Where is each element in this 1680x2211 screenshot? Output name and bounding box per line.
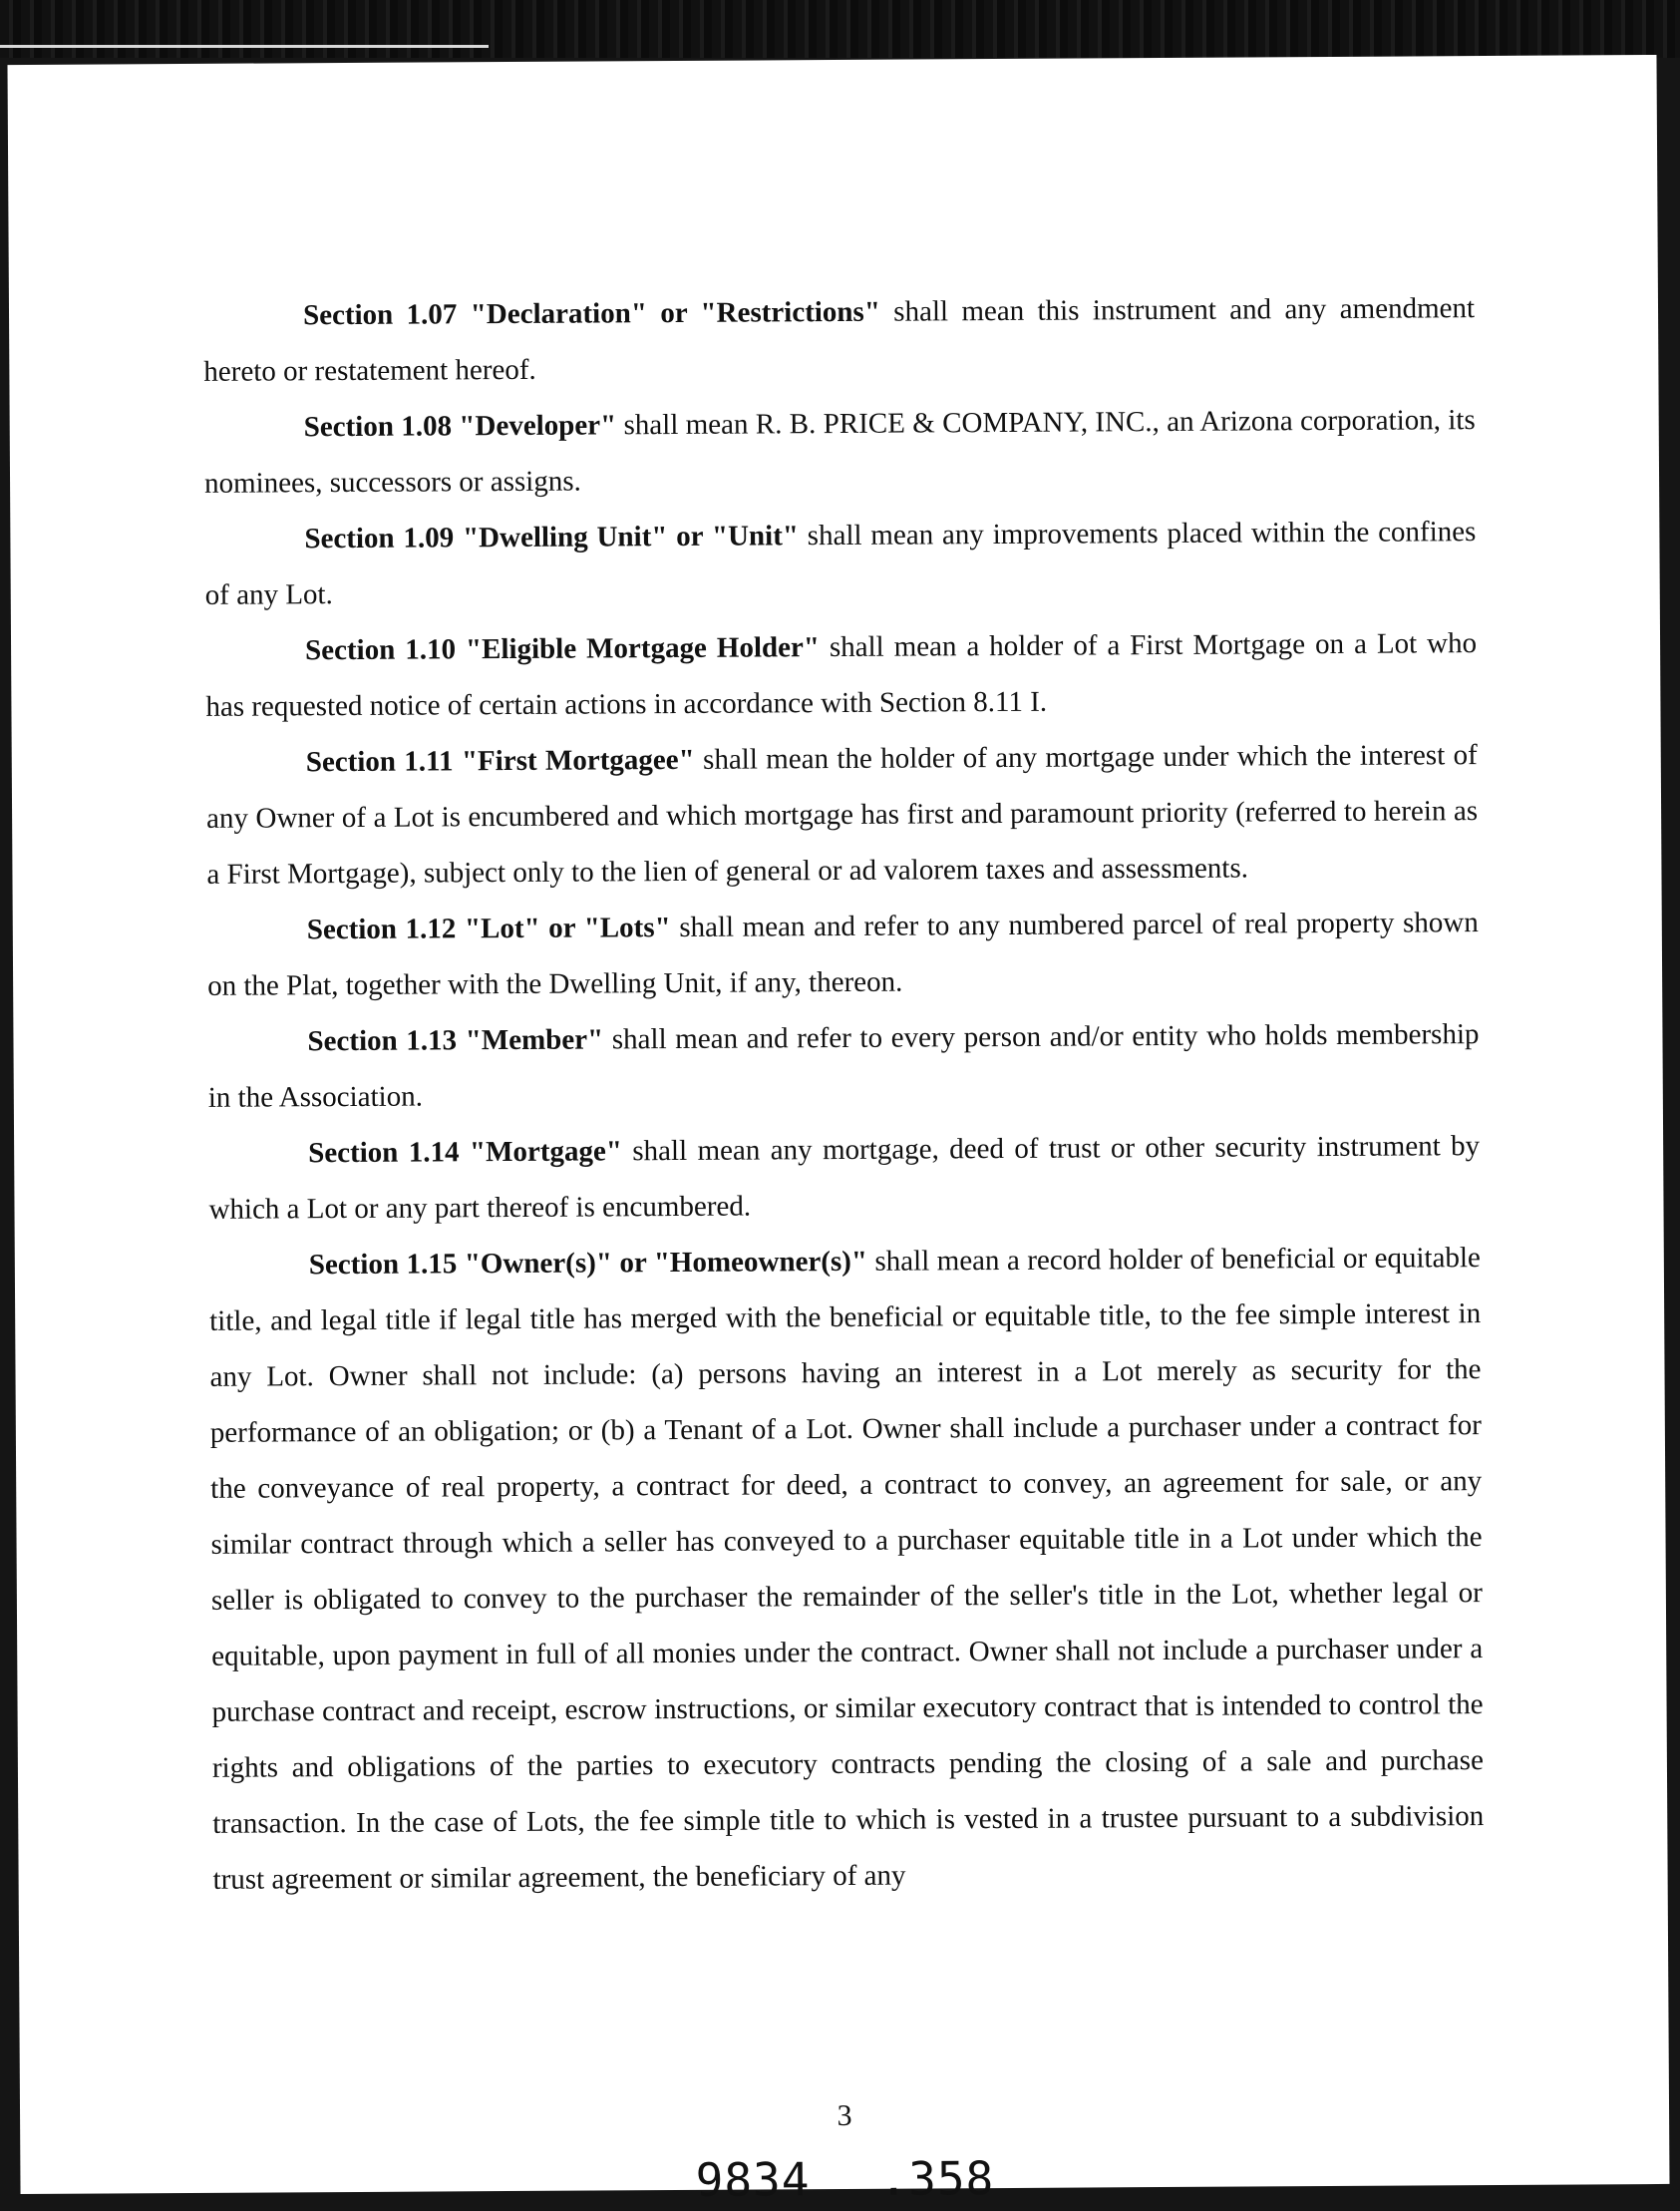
scan-border-noise	[0, 0, 1680, 58]
section-heading: Section 1.09 "Dwelling Unit" or "Unit"	[304, 520, 800, 555]
document-page	[7, 55, 1669, 2207]
page-number: 3	[837, 2098, 852, 2133]
section-text: shall mean a holder of a First Mortgage on a Lot who has requested notice of certain actions in accordance with Section 8.11 I.	[205, 627, 1478, 723]
section-1-08	[204, 392, 1477, 512]
section-text: shall mean and refer to every person and/or entity who holds membership in the Association.	[207, 1018, 1480, 1114]
section-text: shall mean this instrument and any amendment hereto or restatement hereof.	[203, 292, 1476, 388]
section-heading: Section 1.12 "Lot" or "Lots"	[306, 912, 671, 946]
document-number	[20, 2147, 1669, 2211]
section-1-13	[207, 1006, 1480, 1126]
section-heading: Section 1.08 "Developer"	[303, 409, 617, 444]
section-1-14	[208, 1118, 1481, 1238]
section-1-12	[207, 895, 1480, 1014]
document-body	[203, 280, 1485, 1908]
section-heading: Section 1.15 "Owner(s)" or "Homeowner(s)"	[308, 1245, 868, 1282]
section-1-11	[206, 727, 1479, 903]
scan-edge-line	[0, 45, 489, 48]
section-heading: Section 1.07 "Declaration" or "Restrictions"	[302, 295, 880, 332]
section-1-15	[209, 1230, 1485, 1908]
section-heading: Section 1.14 "Mortgage"	[308, 1135, 623, 1170]
section-1-09	[204, 504, 1477, 623]
section-text: shall mean the holder of any mortgage under which the interest of any Owner of a Lot is encumbered and which mortgage has first and paramount priority (referred to herein as a First Mortgage), subject only to the lien of general or ad valorem taxes and assessments.	[206, 739, 1479, 891]
section-heading: Section 1.11 "First Mortgagee"	[305, 743, 695, 779]
section-text: shall mean and refer to any numbered parcel of real property shown on the Plat, together with the Dwelling Unit, if any, thereon.	[207, 907, 1479, 1002]
section-heading: Section 1.13 "Member"	[307, 1023, 604, 1058]
section-text: shall mean any improvements placed within the confines of any Lot.	[204, 516, 1477, 611]
section-text: shall mean any mortgage, deed of trust or other security instrument by which a Lot or any part thereof is encumbered.	[208, 1130, 1481, 1226]
section-text: shall mean a record holder of beneficial or equitable title, and legal title if legal title has merged with the beneficial or equitable title, to the fee simple interest in any Lot. Owner shall not include: (a) persons having an interest in a Lot merely as security for the performance of an obligation; or (b) a Tenant of a Lot. Owner shall include a purchaser under a contract for the conveyance of real property, a contract for deed, a contract to convey, an agreement for sale, or any similar contract through which a seller has conveyed to a purchaser equitable title in a Lot under which the seller is obligated to convey to the purchaser the remainder of the seller's title in the Lot, whether legal or equitable, upon payment in full of all monies under the contract. Owner shall not include a purchaser under a purchase contract and receipt, escrow instructions, or similar executory contract that is intended to control the rights and obligations of the parties to executory contracts pending the closing of a sale and purchase transaction. In the case of Lots, the fee simple title to which is vested in a trustee pursuant to a subdivision trust agreement or similar agreement, the beneficiary of any	[209, 1242, 1485, 1896]
section-1-07	[203, 280, 1476, 400]
section-text: shall mean R. B. PRICE & COMPANY, INC., an Arizona corporation, its nominees, successors or assigns.	[203, 404, 1476, 500]
document-number-right: .358	[879, 2151, 995, 2206]
document-number-left: 9834	[695, 2152, 811, 2207]
section-heading: Section 1.10 "Eligible Mortgage Holder"	[304, 631, 821, 667]
section-1-10	[205, 615, 1478, 735]
